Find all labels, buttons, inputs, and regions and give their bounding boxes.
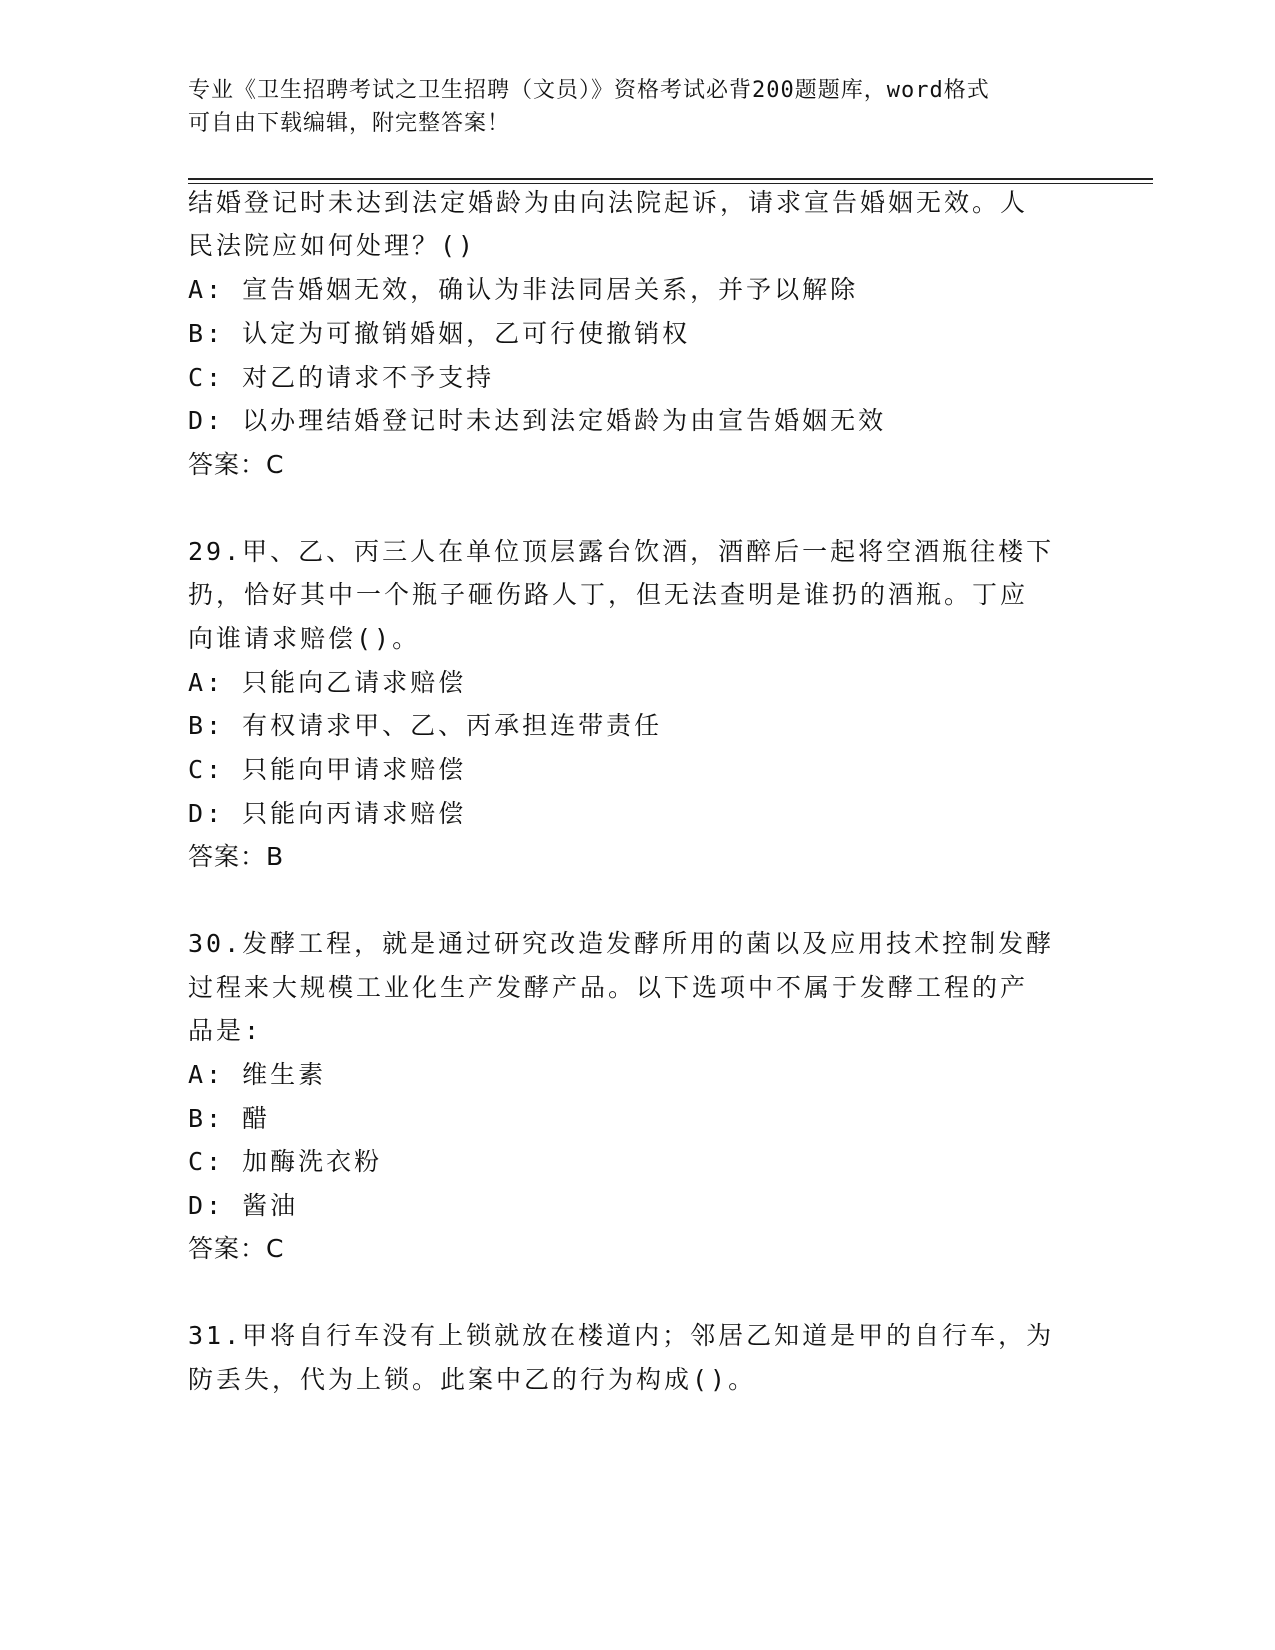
question-stem-line: 向谁请求赔偿()。 bbox=[188, 624, 421, 653]
option-c: C: 只能向甲请求赔偿 bbox=[188, 755, 467, 784]
question-stem-line: 防丢失，代为上锁。此案中乙的行为构成()。 bbox=[188, 1365, 757, 1394]
header-divider-thin bbox=[188, 183, 1153, 184]
answer-label: 答案：B bbox=[188, 842, 285, 871]
question-stem-line: 31.甲将自行车没有上锁就放在楼道内；邻居乙知道是甲的自行车，为 bbox=[188, 1321, 1055, 1350]
answer-label: 答案：C bbox=[188, 1234, 285, 1263]
option-d: D: 酱油 bbox=[188, 1191, 299, 1220]
option-d: D: 以办理结婚登记时未达到法定婚龄为由宣告婚姻无效 bbox=[188, 406, 887, 435]
question-stem-line: 29.甲、乙、丙三人在单位顶层露台饮酒，酒醉后一起将空酒瓶往楼下 bbox=[188, 537, 1055, 566]
question-stem-line: 过程来大规模工业化生产发酵产品。以下选项中不属于发酵工程的产 bbox=[188, 973, 1029, 1002]
header-divider-thick bbox=[188, 178, 1153, 180]
question-stem-line: 结婚登记时未达到法定婚龄为由向法院起诉，请求宣告婚姻无效。人 bbox=[188, 188, 1029, 217]
document-header bbox=[188, 74, 1068, 140]
option-d: D: 只能向丙请求赔偿 bbox=[188, 799, 467, 828]
header-line-2: 可自由下载编辑，附完整答案！ bbox=[188, 111, 511, 136]
option-b: B: 醋 bbox=[188, 1104, 271, 1133]
question-stem-line: 扔，恰好其中一个瓶子砸伤路人丁，但无法查明是谁扔的酒瓶。丁应 bbox=[188, 580, 1029, 609]
option-b: B: 有权请求甲、乙、丙承担连带责任 bbox=[188, 711, 663, 740]
option-b: B: 认定为可撤销婚姻，乙可行使撤销权 bbox=[188, 319, 691, 348]
option-a: A: 只能向乙请求赔偿 bbox=[188, 668, 467, 697]
question-stem-line: 30.发酵工程，就是通过研究改造发酵所用的菌以及应用技术控制发酵 bbox=[188, 929, 1055, 958]
answer-label: 答案：C bbox=[188, 450, 285, 479]
option-a: A: 维生素 bbox=[188, 1060, 327, 1089]
option-c: C: 对乙的请求不予支持 bbox=[188, 363, 495, 392]
option-a: A: 宣告婚姻无效，确认为非法同居关系，并予以解除 bbox=[188, 275, 859, 304]
question-stem-line: 民法院应如何处理？() bbox=[188, 231, 477, 260]
option-c: C: 加酶洗衣粉 bbox=[188, 1147, 383, 1176]
header-line-1: 专业《卫生招聘考试之卫生招聘（文员）》资格考试必背200题题库，word格式 bbox=[188, 78, 990, 103]
question-stem-line: 品是: bbox=[188, 1016, 263, 1045]
